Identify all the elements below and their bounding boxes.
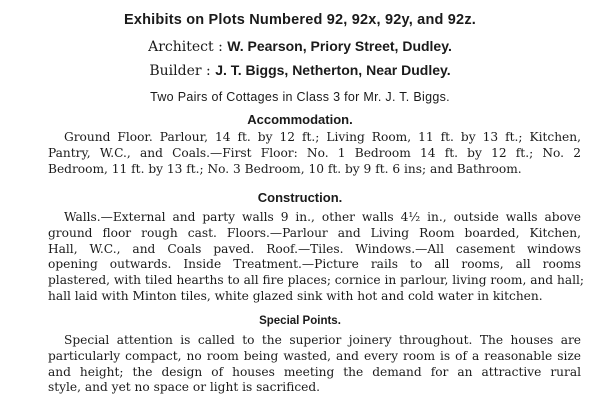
special-points-line: particularly compact, no room being wasted, and every room is of a reasonable size (48, 348, 581, 363)
construction-line: hall laid with Minton tiles, white glazed sink with hot and cold water in kitchen. (48, 288, 543, 303)
special-points-heading: Special Points. (259, 315, 341, 327)
architect-value: W. Pearson, Priory Street, Dudley. (227, 38, 452, 54)
construction-heading: Construction. (257, 190, 343, 205)
construction-line: Hall, W.C., and Coals paved. Roof.—Tiles. Windows.—All casement windows (48, 241, 581, 256)
construction-paragraph (48, 210, 585, 305)
builder-line (0, 62, 600, 79)
accommodation-line: Bedroom, 11 ft. by 13 ft.; No. 3 Bedroom, 10 ft. by 9 ft. 6 ins; and Bathroom. (48, 161, 522, 176)
construction-line: ground floor rough cast. Floors.—Parlour and Living Room boarded, Kitchen, (48, 225, 581, 240)
builder-label: Builder : (149, 63, 211, 79)
construction-line: plastered, with tiled hearths to all fire places; cornice in parlour, living room, and hall; (48, 273, 585, 288)
accommodation-line: Pantry, W.C., and Coals.—First Floor: No. 1 Bedroom 14 ft. by 12 ft.; No. 2 (48, 145, 581, 160)
subtitle: Two Pairs of Cottages in Class 3 for Mr. J. T. Biggs. (150, 90, 450, 104)
builder-value: J. T. Biggs, Netherton, Near Dudley. (215, 62, 451, 78)
accommodation-heading: Accommodation. (247, 112, 353, 127)
construction-line: opening outwards. Inside Treatment.—Picture rails to all rooms, all rooms (48, 257, 581, 272)
special-points-line: Special attention is called to the superior joinery throughout. The houses are (64, 333, 581, 347)
architect-line (0, 38, 600, 55)
exhibits-title: Exhibits on Plots Numbered 92, 92x, 92y, and 92z. (123, 12, 476, 28)
special-points-paragraph (48, 333, 581, 396)
architect-label: Architect : (148, 39, 223, 55)
accommodation-paragraph (48, 130, 581, 177)
special-points-line: style, and yet no space or light is sacrificed. (48, 380, 321, 395)
accommodation-line: Ground Floor. Parlour, 14 ft. by 12 ft.; Living Room, 11 ft. by 13 ft.; Kitchen, (64, 130, 581, 144)
construction-line: Walls.—External and party walls 9 in., other walls 4½ in., outside walls above (64, 210, 581, 224)
special-points-line: and height; the design of houses meeting the demand for an attractive rural (48, 364, 581, 379)
